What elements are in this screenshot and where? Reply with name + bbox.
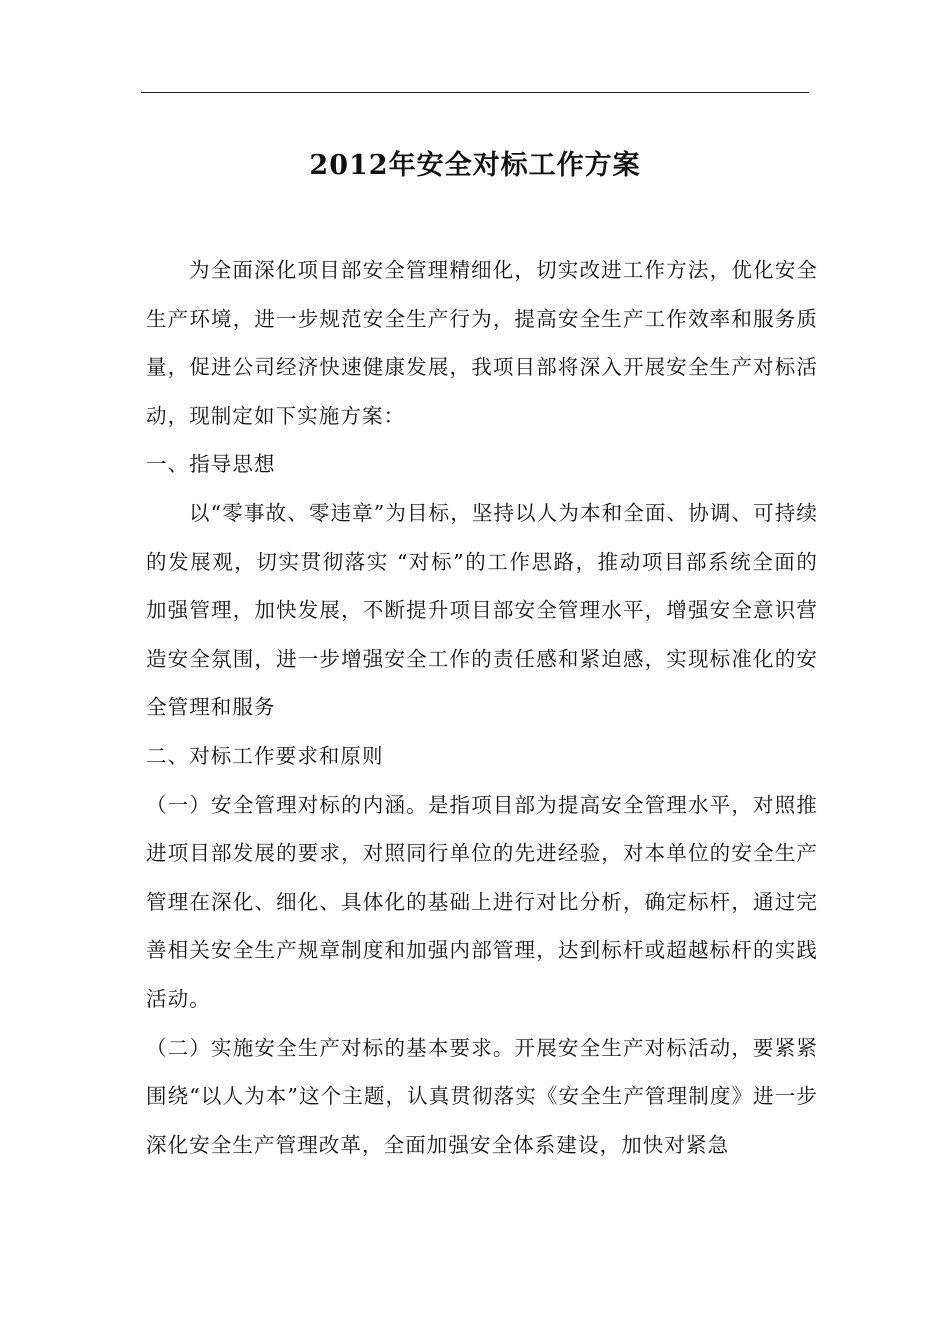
document-body	[146, 246, 818, 1169]
requirement-item-2: （二）实施安全生产对标的基本要求。开展安全生产对标活动，要紧紧围绕“以人为本”这个主题，认真贯彻落实《安全生产管理制度》进一步深化安全生产管理改革，全面加强安全体系建设，加快对紧急	[146, 1035, 818, 1157]
guiding-principle-paragraph: 以“零事故、零违章”为目标，坚持以人为本和全面、协调、可持续的发展观，切实贯彻落实 “对标”的工作思路，推动项目部系统全面的加强管理，加快发展，不断提升项目部安全管理水平，增强安全意识营造安全氛围，进一步增强安全工作的责任感和紧迫感，实现标准化的安全管理和服务	[146, 500, 818, 720]
header-rule	[141, 92, 809, 93]
requirement-item-1: （一）安全管理对标的内涵。是指项目部为提高安全管理水平，对照推进项目部发展的要求，对照同行单位的先进经验，对本单位的安全生产管理在深化、细化、具体化的基础上进行对比分析，确定标杆，通过完善相关安全生产规章制度和加强内部管理，达到标杆或超越标杆的实践活动。	[146, 792, 818, 1011]
section-heading-requirements: 二、对标工作要求和原则	[146, 743, 384, 768]
document-title: 2012年安全对标工作方案	[309, 150, 641, 181]
section-heading-guiding-principle: 一、指导思想	[146, 452, 276, 477]
intro-paragraph: 为全面深化项目部安全管理精细化，切实改进工作方法，优化安全生产环境，进一步规范安全生产行为，提高安全生产工作效率和服务质量，促进公司经济快速健康发展，我项目部将深入开展安全生产对标活动，现制定如下实施方案：	[146, 258, 818, 428]
